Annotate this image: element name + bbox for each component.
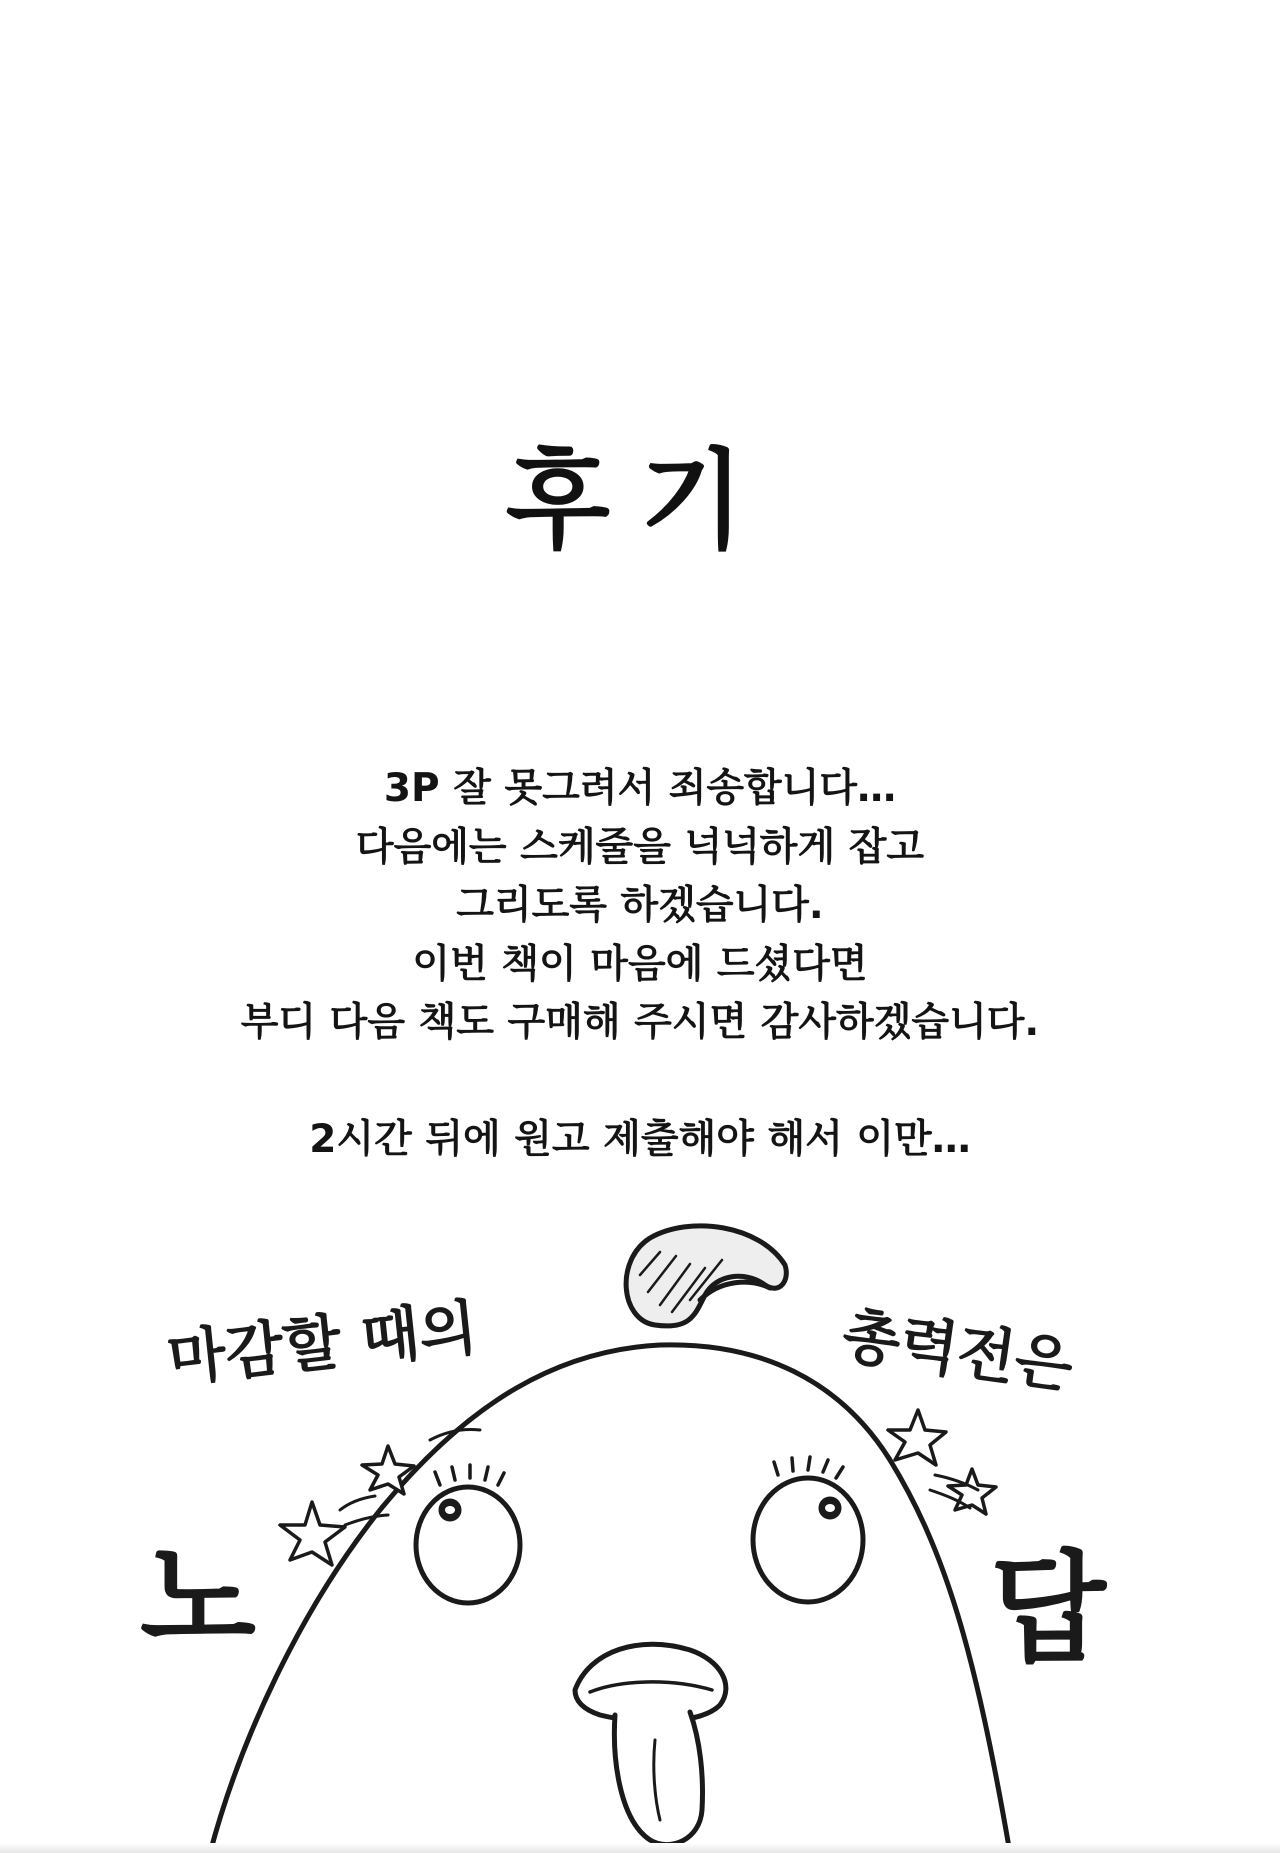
afterword-message <box>0 760 1280 1169</box>
message-line: 3P 잘 못그려서 죄송합니다… <box>383 766 897 811</box>
chick-illustration <box>0 1180 1280 1853</box>
message-line: 부디 다음 책도 구매해 주시면 감사하겠습니다. <box>240 1000 1040 1045</box>
message-line: 이번 책이 마음에 드셨다면 <box>412 941 868 987</box>
right-caption: 총력전은 <box>837 1300 1078 1403</box>
closing-line: 2시간 뒤에 원고 제출해야 해서 이만… <box>309 1116 971 1162</box>
big-right-char: 답 <box>990 1540 1106 1679</box>
message-line: 그리도록 하겠습니다. <box>456 883 824 928</box>
page-bottom-edge <box>0 1843 1280 1853</box>
big-left-char: 노 <box>140 1530 256 1669</box>
message-spacer <box>0 1053 1280 1111</box>
page-title: 후기 <box>505 439 775 564</box>
left-caption: 마감할 때의 <box>164 1292 481 1395</box>
message-line: 다음에는 스케줄을 넉넉하게 잡고 <box>355 824 925 870</box>
